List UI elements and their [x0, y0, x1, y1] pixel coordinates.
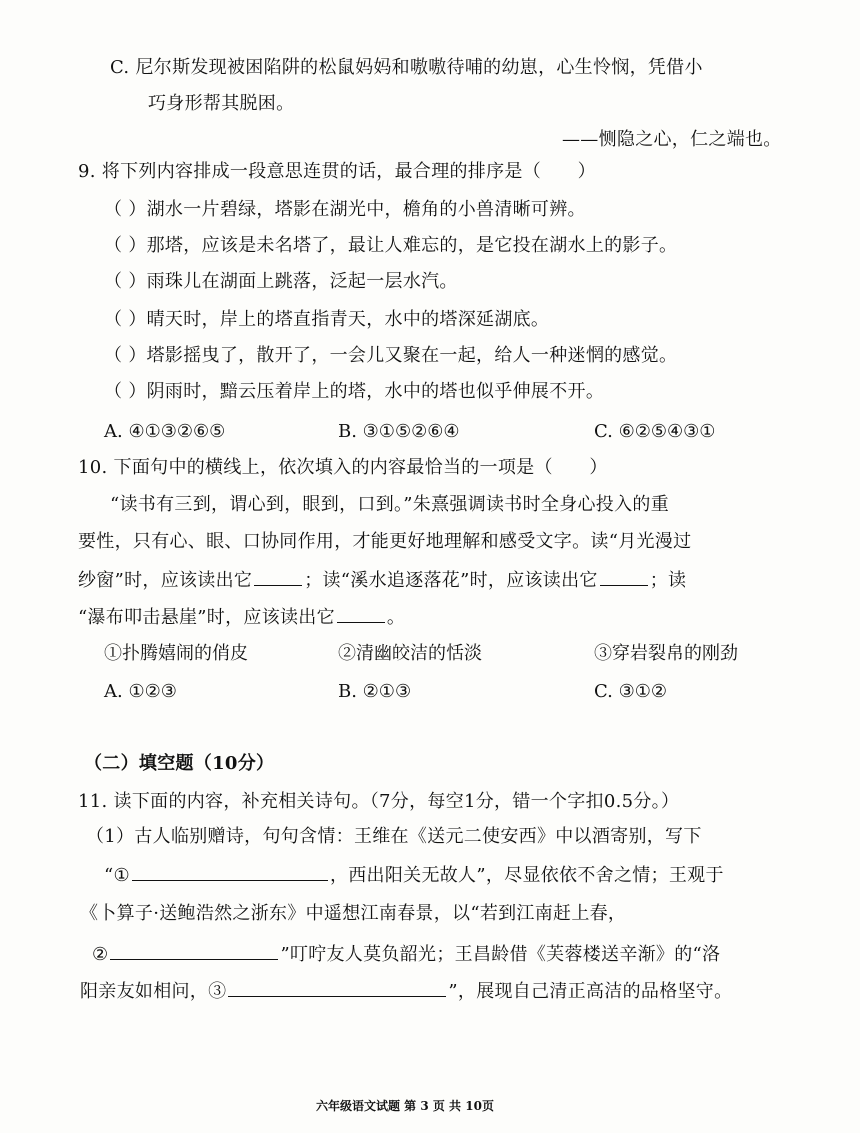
q10-text: ；读“溪水追逐落花”时，应该读出它 [304, 570, 598, 591]
q8-quote: ——恻隐之心，仁之端也。 [562, 129, 782, 150]
q10-paragraph-line1: “读书有三到，谓心到，眼到，口到。”朱熹强调读书时全身心投入的重 [110, 494, 670, 515]
q9-item: （ ）阴雨时，黯云压着岸上的塔，水中的塔也似乎伸展不开。 [104, 381, 605, 402]
q10-text: 纱窗”时，应该读出它 [78, 570, 253, 591]
q11-line1: （1）古人临别赠诗，句句含情：王维在《送元二使安西》中以酒寄别，写下 [86, 826, 702, 847]
answer-blank[interactable] [600, 567, 648, 586]
q10-text: 。 [386, 607, 406, 628]
q9-item: （ ）雨珠儿在湖面上跳落，泛起一层水汽。 [104, 271, 458, 292]
q11-text: “① [104, 865, 130, 886]
q9-item: （ ）晴天时，岸上的塔直指青天，水中的塔深延湖底。 [104, 309, 550, 330]
answer-blank-3[interactable] [228, 978, 446, 997]
q11-stem: 11. 读下面的内容，补充相关诗句。（7分，每空1分，错一个字扣0.5分。） [78, 791, 680, 812]
section-title: （二）填空题（10分） [84, 753, 275, 774]
q10-stem: 10. 下面句中的横线上，依次填入的内容最恰当的一项是（ ） [78, 457, 608, 478]
page-footer: 六年级语文试题 第 3 页 共 10页 [316, 1099, 494, 1113]
q11-text: ② [92, 944, 109, 965]
q11-line4 [92, 941, 720, 967]
answer-blank-1[interactable] [132, 862, 328, 881]
q11-line3: 《卜算子·送鲍浩然之浙东》中遥想江南春景，以“若到江南赶上春， [80, 903, 627, 924]
q10-choice: ③穿岩裂帛的刚劲 [594, 643, 738, 664]
q9-option-a: A. ④①③②⑥⑤ [104, 421, 226, 442]
q9-item: （ ）湖水一片碧绿，塔影在湖光中，檐角的小兽清晰可辨。 [104, 199, 586, 220]
q8-option-c-line2: 巧身形帮其脱困。 [148, 93, 295, 114]
q11-text: ，西出阳关无故人”，尽显依依不舍之情；王观于 [329, 865, 724, 886]
q9-stem: 9. 将下列内容排成一段意思连贯的话，最合理的排序是（ ） [78, 161, 596, 182]
q10-paragraph-line3 [78, 567, 686, 593]
q10-choice: ①扑腾嬉闹的俏皮 [104, 643, 248, 664]
q9-item: （ ）塔影摇曳了，散开了，一会儿又聚在一起，给人一种迷惘的感觉。 [104, 345, 678, 366]
q10-option-b: B. ②①③ [338, 681, 412, 702]
q11-text: ”，展现自己清正高洁的品格坚守。 [448, 981, 733, 1002]
q10-choice: ②清幽皎洁的恬淡 [338, 643, 482, 664]
q10-paragraph-line4 [78, 604, 405, 630]
q10-paragraph-line2: 要性，只有心、眼、口协同作用，才能更好地理解和感受文字。读“月光漫过 [78, 531, 692, 552]
answer-blank[interactable] [337, 604, 385, 623]
q10-option-c: C. ③①② [594, 681, 667, 702]
q11-text: 阳亲友如相问，③ [80, 981, 227, 1002]
q9-option-b: B. ③①⑤②⑥④ [338, 421, 460, 442]
q9-option-c: C. ⑥②⑤④③① [594, 421, 716, 442]
q11-line5 [80, 978, 732, 1004]
q8-option-c-line1: C. 尼尔斯发现被困陷阱的松鼠妈妈和嗷嗷待哺的幼崽，心生怜悯，凭借小 [110, 57, 703, 78]
q10-text: “瀑布叩击悬崖”时，应该读出它 [78, 607, 335, 628]
q11-text: ”叮咛友人莫负韶光；王昌龄借《芙蓉楼送辛渐》的“洛 [280, 944, 721, 965]
q10-text: ；读 [649, 570, 687, 591]
answer-blank-2[interactable] [110, 941, 278, 960]
q9-item: （ ）那塔，应该是未名塔了，最让人难忘的，是它投在湖水上的影子。 [104, 235, 678, 256]
q10-option-a: A. ①②③ [104, 681, 177, 702]
answer-blank[interactable] [254, 567, 302, 586]
q11-line2 [104, 862, 724, 888]
